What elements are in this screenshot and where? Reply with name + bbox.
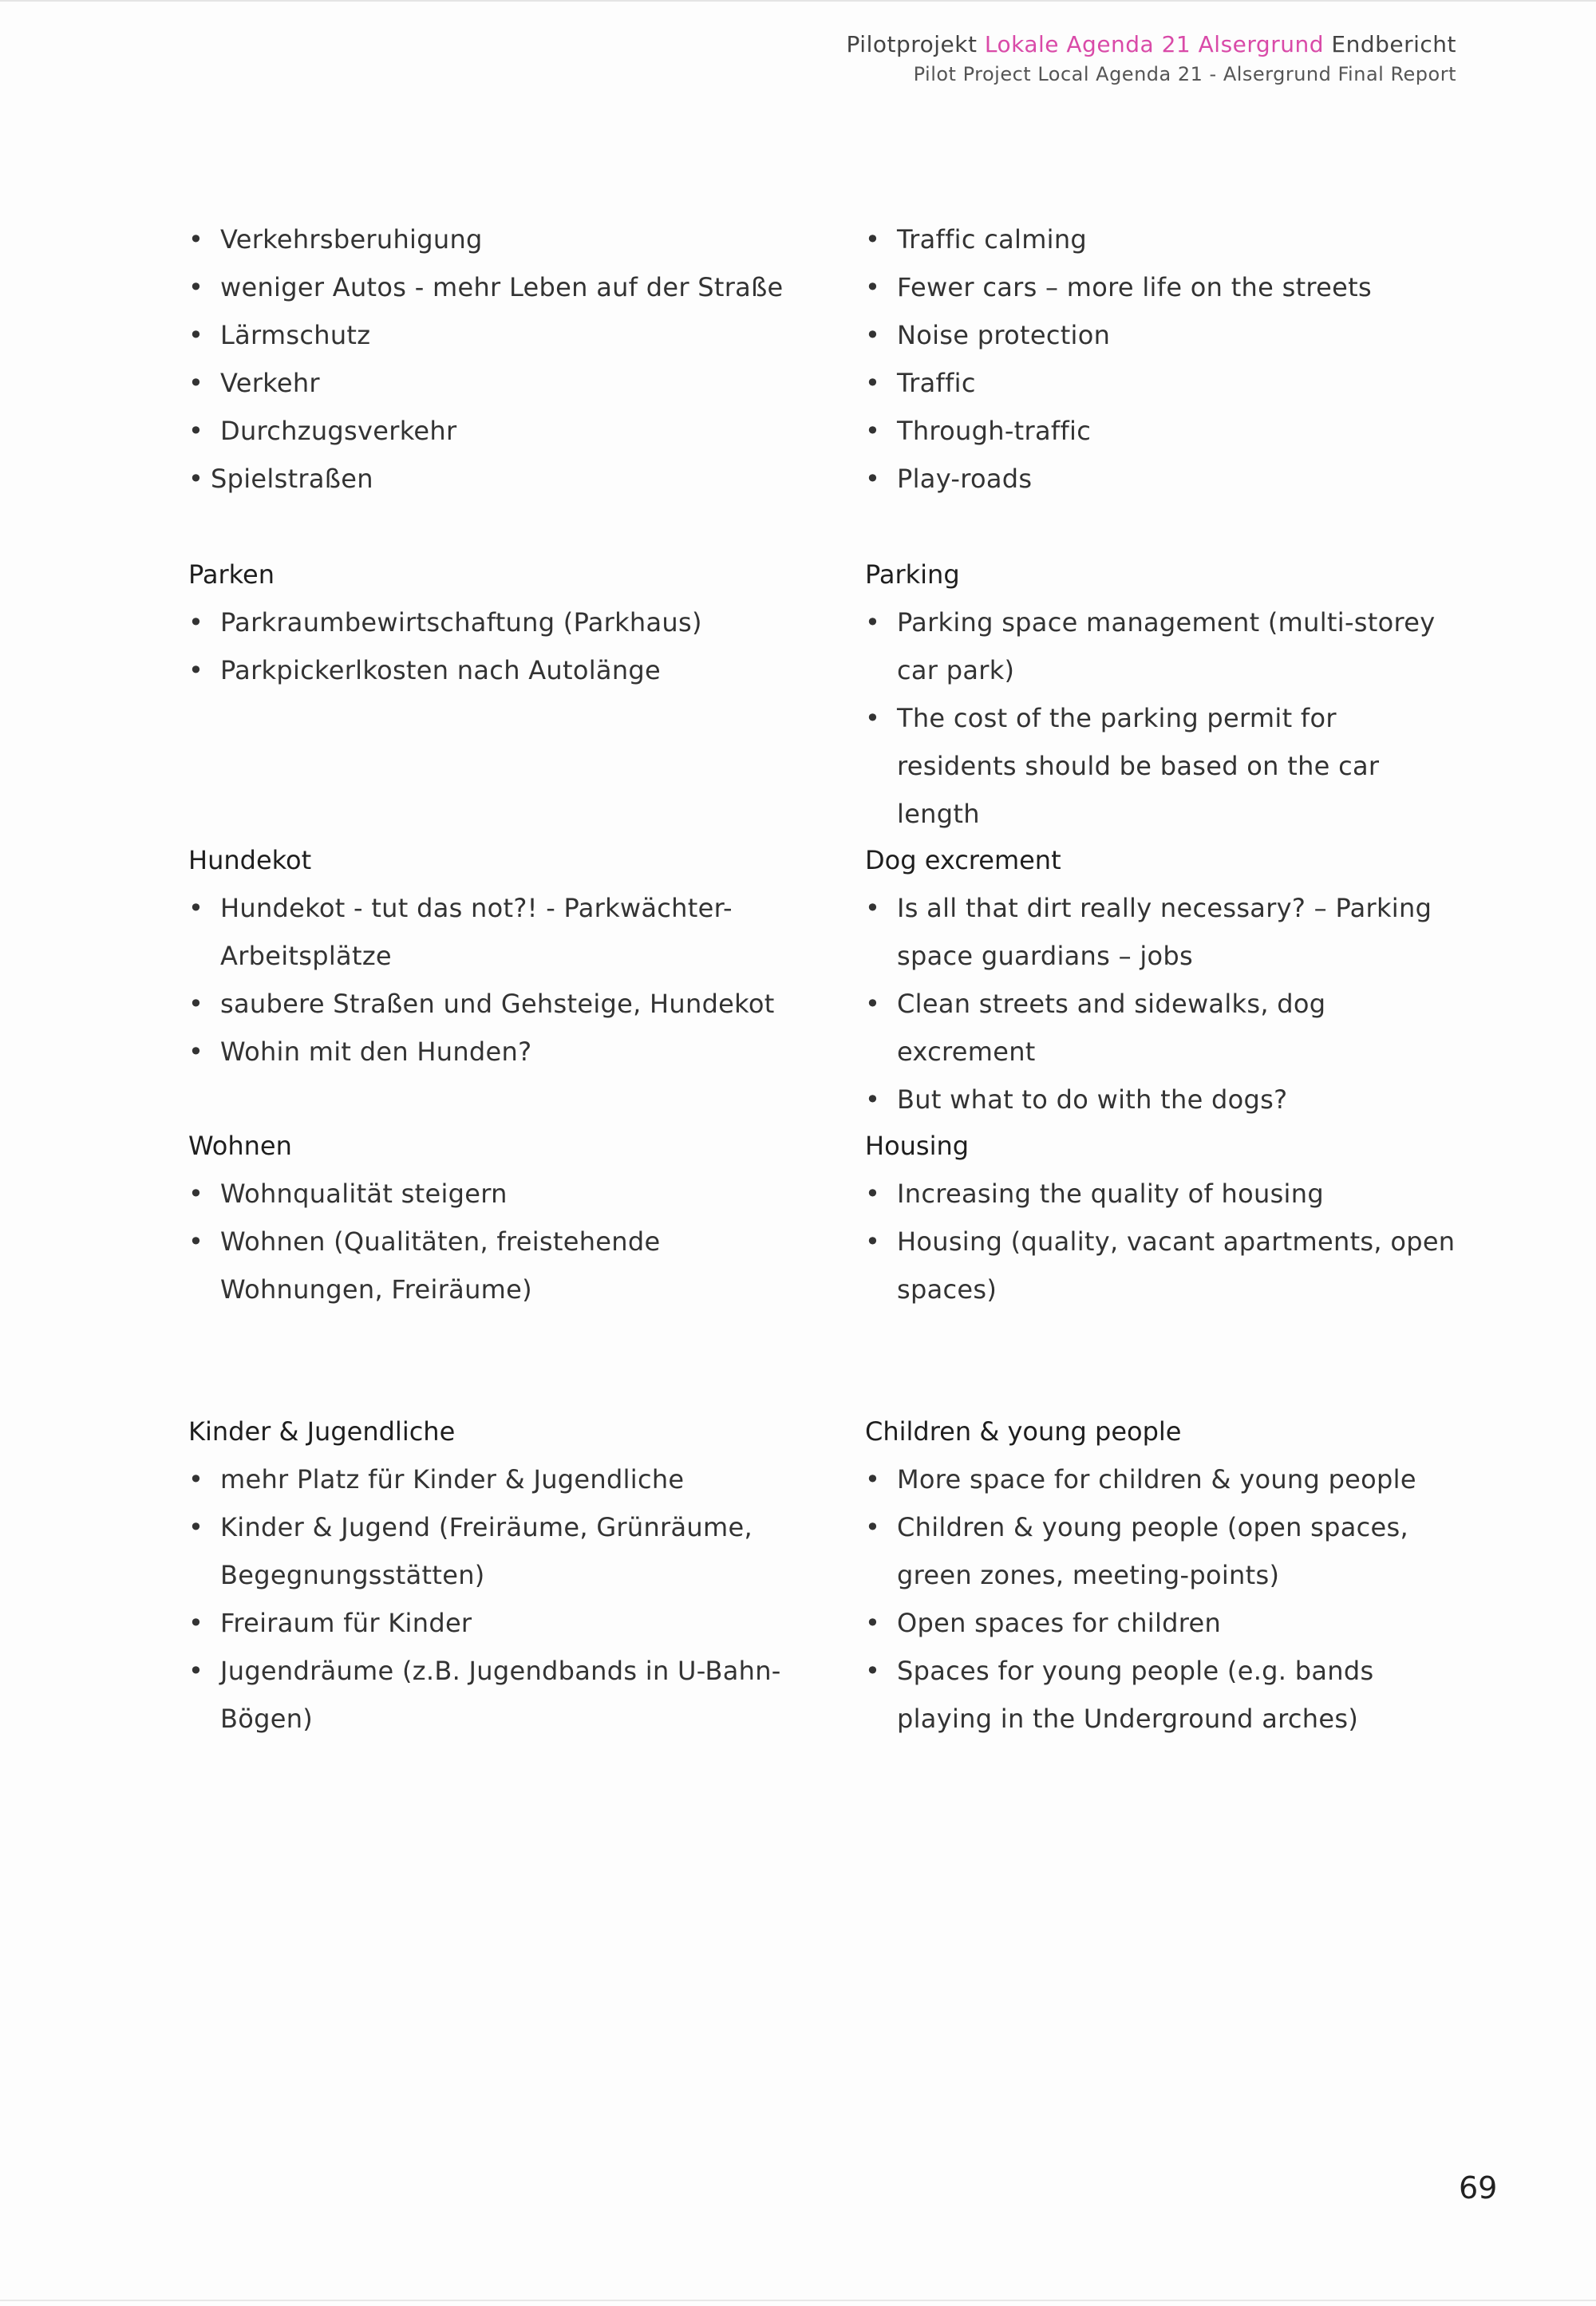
list-item: • Traffic [865,359,1456,407]
list-item: • mehr Platz für Kinder & Jugendliche [188,1455,795,1503]
list-item: • Lärmschutz [188,311,795,359]
page-number: 69 [1459,2170,1498,2205]
traffic-list-de [188,215,795,503]
kids-list-en [865,1455,1456,1743]
housing-section-en [865,1122,1456,1408]
list-item: • Freiraum für Kinder [188,1599,795,1647]
parking-section-en [865,551,1456,836]
header-title-de [847,29,1456,61]
list-item: • Noise protection [865,311,1456,359]
header-pre: Pilotprojekt [846,31,978,57]
dogs-section-de [188,836,795,1122]
page-header [847,29,1456,88]
section-heading: Wohnen [188,1131,292,1161]
list-item: • Play-roads [865,455,1456,503]
dogs-list-de [188,884,795,1076]
parking-list-de [188,598,795,694]
list-item: • Fewer cars – more life on the streets [865,263,1456,311]
bottom-rule [0,2300,1596,2301]
list-item: • More space for children & young people [865,1455,1456,1503]
list-item: • Kinder & Jugend (Freiräume, Grünräume, Begegnungsstätten) [188,1503,795,1599]
housing-section-de [188,1122,795,1408]
top-rule [0,0,1596,2]
list-item: • Wohnen (Qualitäten, freistehende Wohnungen, Freiräume) [188,1218,795,1313]
section-heading: Hundekot [188,845,312,875]
german-column [188,215,795,1743]
list-item: • Hundekot - tut das not?! - Parkwächter-Arbeitsplätze [188,884,795,980]
section-heading: Parken [188,559,275,590]
header-post: Endbericht [1331,31,1456,57]
list-item: • But what to do with the dogs? [865,1076,1456,1123]
list-item: • Parking space management (multi-storey car park) [865,598,1456,694]
list-item: • Durchzugsverkehr [188,407,795,455]
housing-list-de [188,1170,795,1313]
section-heading: Housing [865,1131,970,1161]
list-item: • Parkraumbewirtschaftung (Parkhaus) [188,598,795,646]
section-heading: Dog excrement [865,845,1061,875]
list-item: • Jugendräume (z.B. Jugendbands in U-Bahn-Bögen) [188,1647,795,1743]
traffic-section-de [188,215,795,551]
list-item: • Children & young people (open spaces, green zones, meeting-points) [865,1503,1456,1599]
list-item: • weniger Autos - mehr Leben auf der Straße [188,263,795,311]
list-item: • Through-traffic [865,407,1456,455]
list-item: • Open spaces for children [865,1599,1456,1647]
list-item: • Increasing the quality of housing [865,1170,1456,1218]
list-item: • Spaces for young people (e.g. bands playing in the Underground arches) [865,1647,1456,1743]
parking-section-de [188,551,795,836]
list-item: • The cost of the parking permit for residents should be based on the car length [865,694,1456,838]
list-item: • Housing (quality, vacant apartments, open spaces) [865,1218,1456,1313]
english-column [865,215,1456,1743]
parking-list-en [865,598,1456,838]
list-item: • Traffic calming [865,215,1456,263]
list-item: • saubere Straßen und Gehsteige, Hundekot [188,980,795,1028]
header-title-en: Pilot Project Local Agenda 21 - Alsergrund Final Report [913,63,1456,85]
list-item: • Verkehr [188,359,795,407]
section-heading: Children & young people [865,1416,1182,1447]
dogs-section-en [865,836,1456,1122]
header-accent: Lokale Agenda 21 Alsergrund [984,31,1324,57]
dogs-list-en [865,884,1456,1123]
list-item: • Is all that dirt really necessary? – Parking space guardians – jobs [865,884,1456,980]
kids-list-de [188,1455,795,1743]
list-item: • Verkehrsberuhigung [188,215,795,263]
housing-list-en [865,1170,1456,1313]
list-item: • Spielstraßen [188,455,795,503]
list-item: • Wohnqualität steigern [188,1170,795,1218]
traffic-section-en [865,215,1456,551]
kids-section-en [865,1408,1456,1743]
traffic-list-en [865,215,1456,503]
kids-section-de [188,1408,795,1743]
list-item: • Parkpickerlkosten nach Autolänge [188,646,795,694]
list-item: • Wohin mit den Hunden? [188,1028,795,1076]
list-item: • Clean streets and sidewalks, dog excrement [865,980,1456,1076]
section-heading: Parking [865,559,960,590]
section-heading: Kinder & Jugendliche [188,1416,456,1447]
